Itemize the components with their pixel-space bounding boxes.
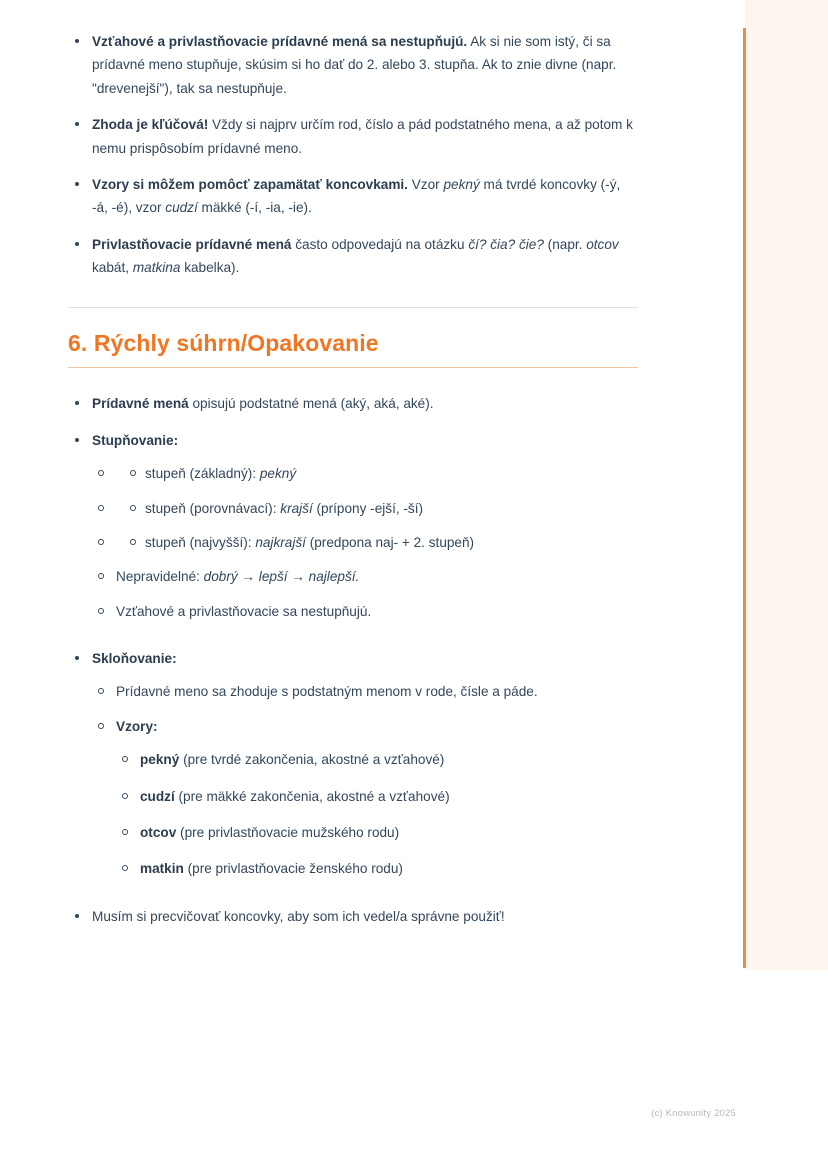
note-italic: cudzí [165,200,198,216]
declension-sublist [92,680,638,880]
list-item [116,857,638,880]
closing-text: Musím si precvičovať koncovky, aby som ich vedel/a správne použiť! [92,908,505,924]
patterns-label: Vzory: [116,718,158,734]
note-bold: Vzory si môžem pomôcť zapamätať koncovkami. [92,176,408,192]
page-title: 6. Rýchly súhrn/Opakovanie [68,330,379,357]
pattern-desc: (pre tvrdé zakončenia, akostné a vzťahové) [179,752,445,768]
summary-text: opisujú podstatné mená (aký, aká, aké). [188,396,434,412]
pattern-desc: (pre mäkké zakončenia, akostné a vzťahové) [174,788,450,804]
note-text: Vzor [407,176,444,192]
list-item [92,462,638,485]
note-text: má tvrdé koncovky (-ý, -á, -é), vzor [92,176,621,216]
pattern-desc: (pre privlastňovacie mužského rodu) [176,824,400,840]
note-text: mäkké (-í, -ia, -ie). [197,200,312,216]
grading-suffix: (predpona naj- + 2. stupeň) [305,534,475,550]
decorative-side-strip [745,0,828,970]
footer-copyright: (c) Knowunity 2025 [651,1108,736,1119]
list-item [92,497,638,520]
grading-sublist [92,462,638,623]
list-item [68,233,638,280]
inner-bullet-icon [130,539,136,545]
pattern-name: otcov [140,824,177,840]
grading-text: stupeň (základný): [145,466,260,482]
grading-label: Stupňovanie: [92,432,179,448]
note-italic: čí? čia? čie? [468,236,544,252]
grading-suffix: (prípony -ejší, -ší) [312,500,424,516]
list-item-declension [68,647,638,881]
note-text: (napr. [543,236,587,252]
list-item [116,748,638,771]
list-item [92,565,638,588]
list-item [116,785,638,808]
grading-text: stupeň (najvyšší): [145,534,256,550]
note-italic: pekný [443,176,480,192]
list-item [116,821,638,844]
irregular-italic: dobrý → lepší → najlepší. [203,569,360,585]
irregular-text: Nepravidelné: [116,569,204,585]
list-item-grading [68,429,638,623]
declension-label: Skloňovanie: [92,651,177,666]
list-item [68,392,638,415]
grading-text: stupeň (porovnávací): [145,500,281,516]
note-italic: otcov [586,236,619,252]
note-bold: Zhoda je kľúčová! [92,117,209,133]
pattern-name: pekný [140,752,180,768]
grading-italic: najkrajší [255,534,306,550]
patterns-sublist [116,748,638,881]
section-divider [68,307,638,308]
top-notes-list [68,30,638,279]
note-text: Vždy si najprv určím rod, číslo a pád podstatného mena, a až potom k nemu prispôsobím prídavné meno. [92,117,633,156]
note-text: často odpovedajú na otázku [291,236,469,252]
note-text: kabát, [92,260,133,275]
list-item [92,531,638,554]
grading-italic: krajší [280,500,313,516]
list-item [68,113,638,160]
list-item [68,905,638,928]
list-item [68,30,638,100]
inner-bullet-icon [130,505,136,511]
note-text: kabelka). [180,260,240,275]
summary-list [68,392,638,928]
document-content [68,30,638,941]
pattern-name: matkin [140,861,184,877]
pattern-desc: (pre privlastňovacie ženského rodu) [183,861,403,877]
title-underline [68,367,638,368]
note-italic: matkina [132,260,181,275]
note-text: Ak si nie som istý, či sa prídavné meno stupňuje, skúsim si ho dať do 2. alebo 3. stupňa. Ak to znie divne (napr. "drevenejší"), tak sa nestupňuje. [92,34,617,96]
list-item [68,173,638,220]
grading-italic: pekný [259,466,297,482]
pattern-name: cudzí [140,788,175,804]
note-bold: Vzťahové a privlastňovacie prídavné mená sa nestupňujú. [92,34,468,49]
note-bold: Privlastňovacie prídavné mená [92,236,292,252]
declension-agreement-text: Prídavné meno sa zhoduje s podstatným menom v rode, čísle a páde. [116,684,538,700]
decorative-side-rule [743,28,746,968]
list-item [92,600,638,623]
list-item [92,680,638,703]
list-item-patterns [92,715,638,881]
no-grading-text: Vzťahové a privlastňovacie sa nestupňujú. [116,603,372,619]
summary-bold: Prídavné mená [92,396,189,412]
inner-bullet-icon [130,470,136,476]
